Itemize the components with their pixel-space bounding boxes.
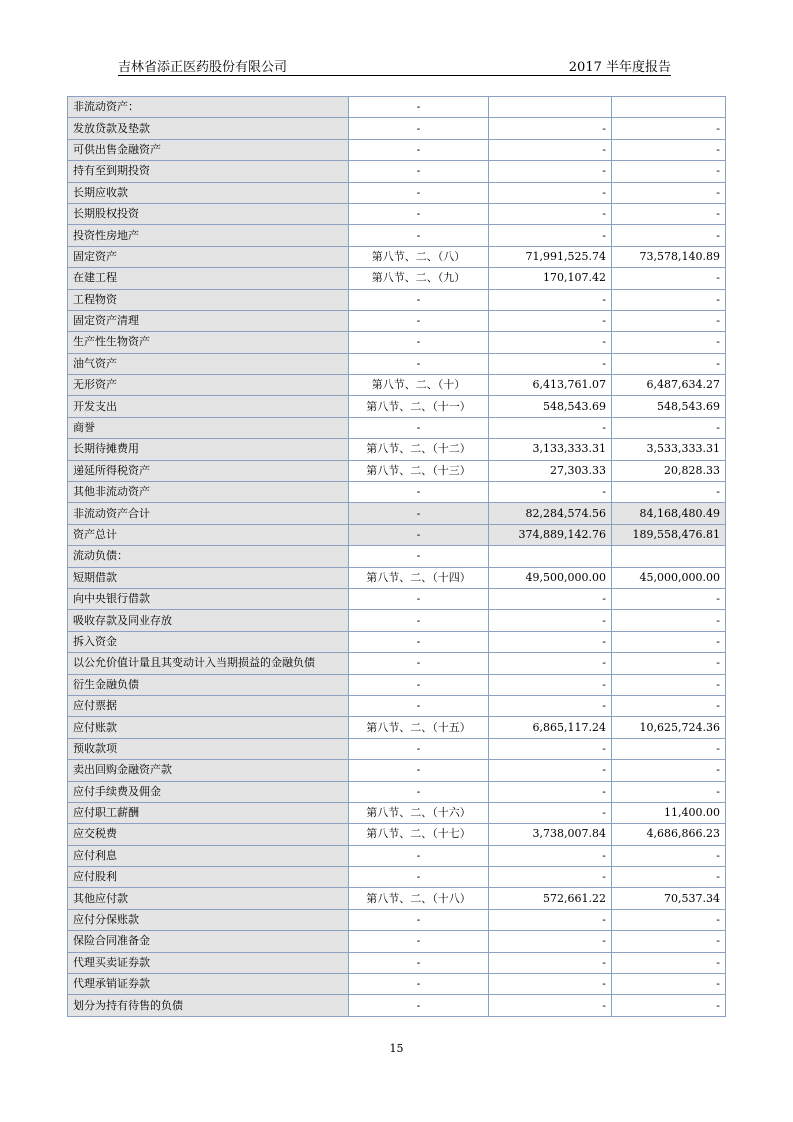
row-period-end-value: - <box>489 653 612 674</box>
row-period-start-value: 4,686,866.23 <box>612 824 726 845</box>
row-period-end-value: 572,661.22 <box>489 888 612 909</box>
row-item-label: 非流动资产合计 <box>68 503 349 524</box>
table-row <box>68 738 726 759</box>
row-note: - <box>349 738 489 759</box>
table-row <box>68 867 726 888</box>
row-period-start-value: - <box>612 631 726 652</box>
row-period-end-value: - <box>489 161 612 182</box>
row-period-start-value: 20,828.33 <box>612 460 726 481</box>
table-row <box>68 482 726 503</box>
row-item-label: 应交税费 <box>68 824 349 845</box>
row-period-end-value: - <box>489 139 612 160</box>
row-period-end-value: - <box>489 610 612 631</box>
row-period-start-value: - <box>612 203 726 224</box>
row-note: - <box>349 610 489 631</box>
row-period-end-value: 3,738,007.84 <box>489 824 612 845</box>
table-row <box>68 118 726 139</box>
row-item-label: 代理买卖证券款 <box>68 952 349 973</box>
row-period-start-value <box>612 97 726 118</box>
row-note: - <box>349 225 489 246</box>
row-period-end-value: 374,889,142.76 <box>489 524 612 545</box>
row-item-label: 其他应付款 <box>68 888 349 909</box>
row-note: - <box>349 909 489 930</box>
row-note: - <box>349 482 489 503</box>
row-note: - <box>349 546 489 567</box>
row-note: - <box>349 588 489 609</box>
row-note: - <box>349 952 489 973</box>
table-row <box>68 653 726 674</box>
row-period-start-value: - <box>612 845 726 866</box>
table-row <box>68 995 726 1016</box>
row-note: - <box>349 845 489 866</box>
row-item-label: 持有至到期投资 <box>68 161 349 182</box>
page-header <box>118 56 671 76</box>
row-item-label: 可供出售金融资产 <box>68 139 349 160</box>
row-note: - <box>349 503 489 524</box>
row-period-end-value: 548,543.69 <box>489 396 612 417</box>
row-note: 第八节、二、（十一） <box>349 396 489 417</box>
row-item-label: 应付账款 <box>68 717 349 738</box>
row-note: 第八节、二、（十二） <box>349 439 489 460</box>
company-name: 吉林省添正医药股份有限公司 <box>118 60 288 75</box>
table-row <box>68 674 726 695</box>
row-period-end-value: - <box>489 182 612 203</box>
row-item-label: 长期待摊费用 <box>68 439 349 460</box>
row-period-end-value: - <box>489 867 612 888</box>
table-row <box>68 353 726 374</box>
table-row <box>68 610 726 631</box>
row-period-end-value: - <box>489 482 612 503</box>
row-period-start-value: 189,558,476.81 <box>612 524 726 545</box>
row-item-label: 开发支出 <box>68 396 349 417</box>
table-row <box>68 417 726 438</box>
row-item-label: 以公允价值计量且其变动计入当期损益的金融负债 <box>68 653 349 674</box>
table-row <box>68 97 726 118</box>
row-period-start-value: - <box>612 588 726 609</box>
table-row <box>68 524 726 545</box>
table-row <box>68 289 726 310</box>
row-note: 第八节、二、（十四） <box>349 567 489 588</box>
row-period-end-value: - <box>489 588 612 609</box>
row-item-label: 非流动资产： <box>68 97 349 118</box>
row-note: - <box>349 674 489 695</box>
table-row <box>68 824 726 845</box>
table-row <box>68 974 726 995</box>
row-period-end-value: - <box>489 674 612 695</box>
row-period-start-value: - <box>612 182 726 203</box>
row-period-start-value: - <box>612 118 726 139</box>
balance-sheet-body <box>68 97 726 1017</box>
row-period-end-value: - <box>489 738 612 759</box>
row-period-end-value: 170,107.42 <box>489 268 612 289</box>
row-period-end-value: - <box>489 931 612 952</box>
row-note: - <box>349 931 489 952</box>
row-item-label: 卖出回购金融资产款 <box>68 760 349 781</box>
row-note: 第八节、二、（十） <box>349 375 489 396</box>
row-item-label: 短期借款 <box>68 567 349 588</box>
table-row <box>68 225 726 246</box>
table-row <box>68 310 726 331</box>
row-item-label: 划分为持有待售的负债 <box>68 995 349 1016</box>
row-note: - <box>349 695 489 716</box>
row-period-start-value: 45,000,000.00 <box>612 567 726 588</box>
row-item-label: 应付分保账款 <box>68 909 349 930</box>
row-note: 第八节、二、（十七） <box>349 824 489 845</box>
table-row <box>68 717 726 738</box>
row-period-start-value: 548,543.69 <box>612 396 726 417</box>
row-period-end-value: - <box>489 845 612 866</box>
row-period-start-value: 11,400.00 <box>612 802 726 823</box>
row-item-label: 应付票据 <box>68 695 349 716</box>
table-row <box>68 246 726 267</box>
row-period-end-value: - <box>489 760 612 781</box>
row-note: - <box>349 974 489 995</box>
row-period-start-value: - <box>612 268 726 289</box>
row-period-end-value: - <box>489 631 612 652</box>
table-row <box>68 567 726 588</box>
row-period-end-value: - <box>489 802 612 823</box>
row-period-end-value: - <box>489 417 612 438</box>
row-note: 第八节、二、（十五） <box>349 717 489 738</box>
row-item-label: 资产总计 <box>68 524 349 545</box>
row-note: - <box>349 353 489 374</box>
row-item-label: 递延所得税资产 <box>68 460 349 481</box>
row-period-end-value: - <box>489 203 612 224</box>
row-note: - <box>349 524 489 545</box>
row-note: - <box>349 332 489 353</box>
table-row <box>68 909 726 930</box>
row-item-label: 应付职工薪酬 <box>68 802 349 823</box>
table-row <box>68 268 726 289</box>
row-note: 第八节、二、（九） <box>349 268 489 289</box>
row-item-label: 固定资产 <box>68 246 349 267</box>
row-period-start-value: - <box>612 139 726 160</box>
row-period-start-value: 70,537.34 <box>612 888 726 909</box>
table-row <box>68 182 726 203</box>
row-period-start-value: - <box>612 781 726 802</box>
row-period-end-value: 27,303.33 <box>489 460 612 481</box>
row-period-end-value: - <box>489 353 612 374</box>
table-row <box>68 396 726 417</box>
row-period-start-value: 73,578,140.89 <box>612 246 726 267</box>
row-item-label: 生产性生物资产 <box>68 332 349 353</box>
row-item-label: 应付股利 <box>68 867 349 888</box>
row-note: - <box>349 161 489 182</box>
row-period-end-value: - <box>489 781 612 802</box>
row-period-end-value: 6,865,117.24 <box>489 717 612 738</box>
row-period-end-value: - <box>489 995 612 1016</box>
row-period-start-value <box>612 546 726 567</box>
table-row <box>68 845 726 866</box>
table-row <box>68 139 726 160</box>
row-item-label: 代理承销证券款 <box>68 974 349 995</box>
row-period-start-value: - <box>612 695 726 716</box>
table-row <box>68 375 726 396</box>
row-period-end-value <box>489 546 612 567</box>
row-note: - <box>349 995 489 1016</box>
row-note: - <box>349 760 489 781</box>
row-period-end-value: - <box>489 909 612 930</box>
row-item-label: 应付手续费及佣金 <box>68 781 349 802</box>
row-item-label: 流动负债： <box>68 546 349 567</box>
row-period-start-value: - <box>612 952 726 973</box>
row-item-label: 油气资产 <box>68 353 349 374</box>
table-row <box>68 203 726 224</box>
balance-sheet-table <box>67 96 726 1017</box>
row-period-start-value: - <box>612 738 726 759</box>
row-note: - <box>349 417 489 438</box>
row-period-end-value: - <box>489 974 612 995</box>
row-period-end-value: 3,133,333.31 <box>489 439 612 460</box>
row-period-start-value: - <box>612 289 726 310</box>
row-note: - <box>349 867 489 888</box>
row-period-start-value: - <box>612 760 726 781</box>
row-period-start-value: - <box>612 482 726 503</box>
row-item-label: 发放贷款及垫款 <box>68 118 349 139</box>
row-period-end-value: - <box>489 695 612 716</box>
table-row <box>68 332 726 353</box>
table-row <box>68 781 726 802</box>
row-period-start-value: - <box>612 995 726 1016</box>
row-period-end-value: - <box>489 289 612 310</box>
row-note: - <box>349 781 489 802</box>
row-item-label: 工程物资 <box>68 289 349 310</box>
row-period-start-value: - <box>612 310 726 331</box>
table-row <box>68 802 726 823</box>
row-note: 第八节、二、（八） <box>349 246 489 267</box>
row-item-label: 拆入资金 <box>68 631 349 652</box>
row-period-start-value: - <box>612 909 726 930</box>
row-period-start-value: - <box>612 353 726 374</box>
table-row <box>68 439 726 460</box>
row-period-start-value: - <box>612 974 726 995</box>
row-item-label: 投资性房地产 <box>68 225 349 246</box>
table-row <box>68 952 726 973</box>
row-period-end-value: 49,500,000.00 <box>489 567 612 588</box>
row-item-label: 长期股权投资 <box>68 203 349 224</box>
row-item-label: 长期应收款 <box>68 182 349 203</box>
row-note: - <box>349 203 489 224</box>
row-period-end-value: 82,284,574.56 <box>489 503 612 524</box>
row-period-end-value <box>489 97 612 118</box>
row-period-start-value: 10,625,724.36 <box>612 717 726 738</box>
row-item-label: 应付利息 <box>68 845 349 866</box>
row-period-end-value: - <box>489 225 612 246</box>
row-note: - <box>349 310 489 331</box>
row-period-start-value: - <box>612 610 726 631</box>
row-period-start-value: - <box>612 417 726 438</box>
row-period-start-value: - <box>612 332 726 353</box>
table-row <box>68 695 726 716</box>
row-period-start-value: - <box>612 225 726 246</box>
row-period-start-value: 3,533,333.31 <box>612 439 726 460</box>
table-row <box>68 588 726 609</box>
row-item-label: 其他非流动资产 <box>68 482 349 503</box>
row-period-end-value: - <box>489 332 612 353</box>
row-item-label: 在建工程 <box>68 268 349 289</box>
table-row <box>68 460 726 481</box>
row-note: - <box>349 289 489 310</box>
row-item-label: 预收款项 <box>68 738 349 759</box>
row-period-start-value: 6,487,634.27 <box>612 375 726 396</box>
row-period-start-value: - <box>612 161 726 182</box>
row-note: - <box>349 653 489 674</box>
row-period-end-value: - <box>489 952 612 973</box>
row-period-start-value: - <box>612 653 726 674</box>
row-note: 第八节、二、（十三） <box>349 460 489 481</box>
table-row <box>68 888 726 909</box>
table-row <box>68 631 726 652</box>
row-item-label: 衍生金融负债 <box>68 674 349 695</box>
row-item-label: 保险合同准备金 <box>68 931 349 952</box>
header-divider <box>118 75 671 76</box>
row-note: 第八节、二、（十八） <box>349 888 489 909</box>
row-item-label: 向中央银行借款 <box>68 588 349 609</box>
row-period-start-value: - <box>612 674 726 695</box>
row-item-label: 商誉 <box>68 417 349 438</box>
table-row <box>68 931 726 952</box>
row-period-end-value: - <box>489 310 612 331</box>
row-note: - <box>349 97 489 118</box>
table-row <box>68 760 726 781</box>
table-row <box>68 503 726 524</box>
report-title: 2017 半年度报告 <box>568 60 671 75</box>
row-item-label: 吸收存款及同业存放 <box>68 610 349 631</box>
row-period-end-value: 71,991,525.74 <box>489 246 612 267</box>
table-row <box>68 546 726 567</box>
row-period-start-value: - <box>612 931 726 952</box>
row-note: 第八节、二、（十六） <box>349 802 489 823</box>
row-period-start-value: 84,168,480.49 <box>612 503 726 524</box>
table-row <box>68 161 726 182</box>
row-item-label: 无形资产 <box>68 375 349 396</box>
row-note: - <box>349 118 489 139</box>
row-item-label: 固定资产清理 <box>68 310 349 331</box>
row-period-start-value: - <box>612 867 726 888</box>
row-period-end-value: 6,413,761.07 <box>489 375 612 396</box>
page-number: 15 <box>389 1042 404 1055</box>
row-note: - <box>349 139 489 160</box>
row-period-end-value: - <box>489 118 612 139</box>
row-note: - <box>349 182 489 203</box>
row-note: - <box>349 631 489 652</box>
